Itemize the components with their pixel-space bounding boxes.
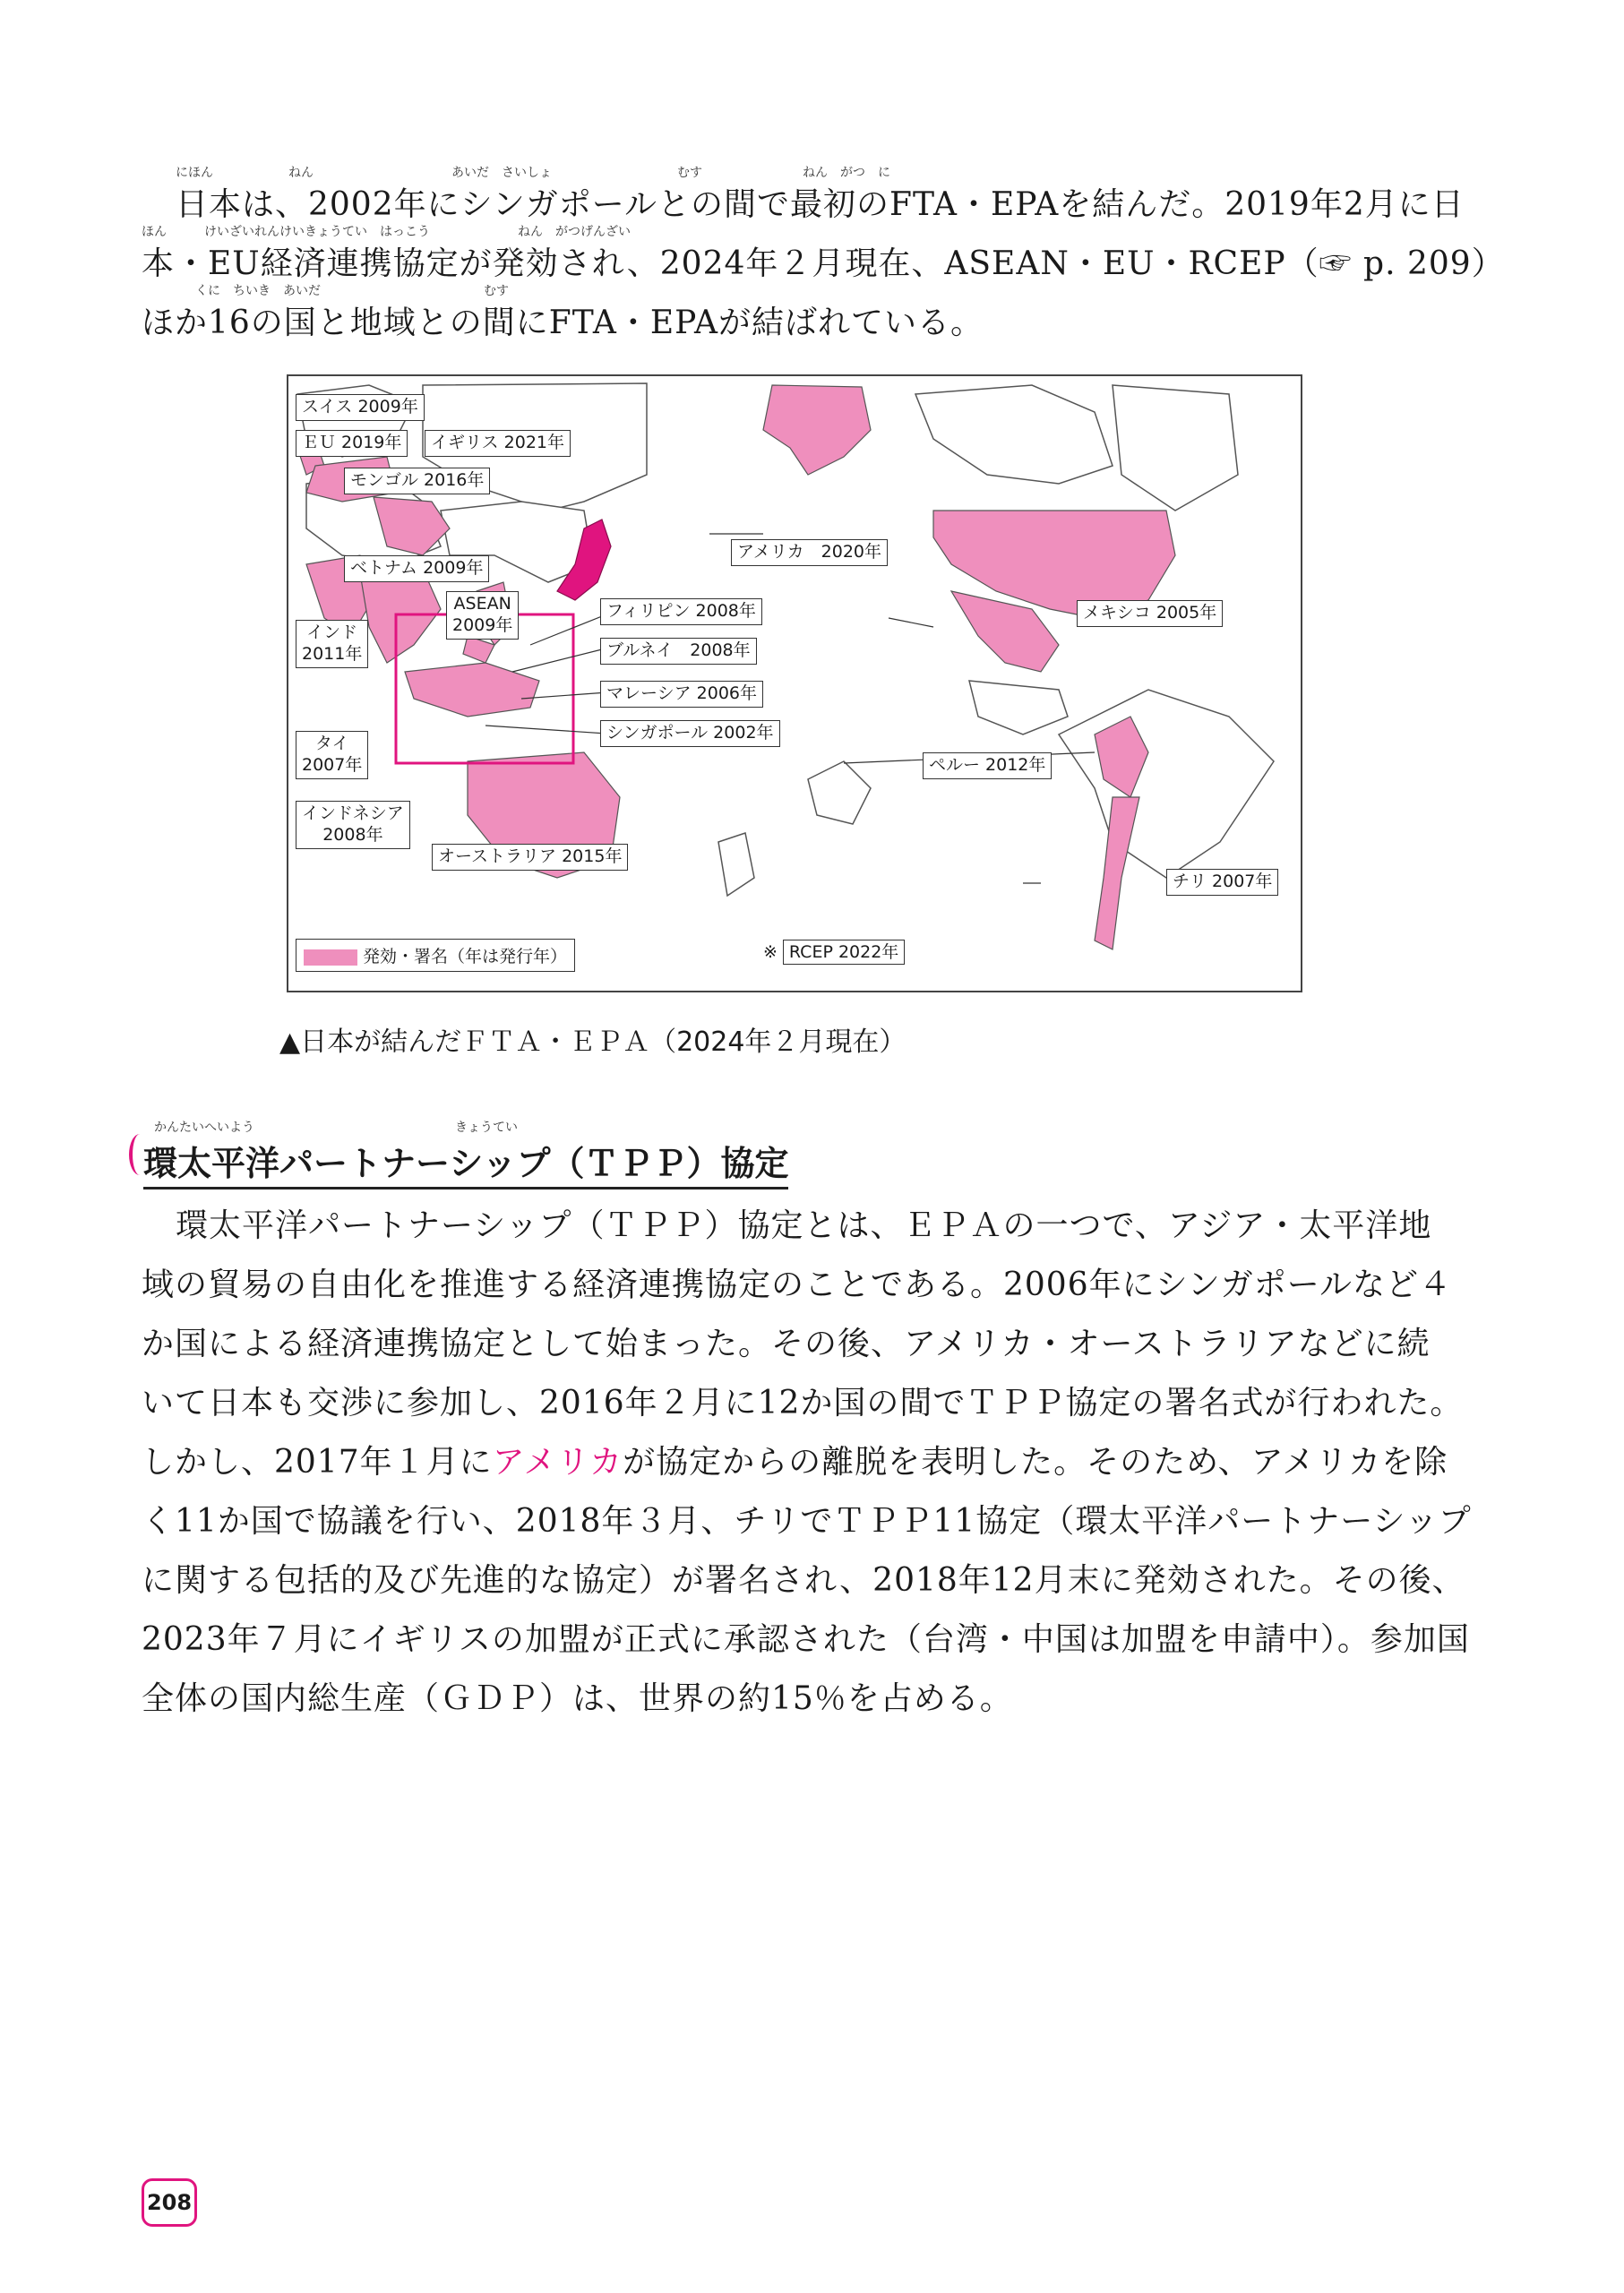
fta-epa-map (287, 374, 1302, 992)
label-brunei: ブルネイ 2008年 (600, 638, 757, 665)
central-america-outline (969, 681, 1068, 734)
intro-line-1: 日本は、2002年にシンガポールとの間で最初のFTA・EPAを結んだ。2019年2月に日 (176, 186, 1465, 223)
tpp-line-6: く11か国で協議を行い、2018年３月、チリでＴＰＰ11協定（環太平洋パートナーシップ (142, 1503, 1472, 1540)
intro-ruby-2: ほん けいざいれんけいきょうてい はっこう ねん がつげんざい (142, 225, 631, 239)
label-india (296, 620, 368, 668)
label-india-line1: インド (306, 623, 358, 642)
intro-ruby-1: にほん ねん あいだ さいしょ むす ねん がつ に (176, 166, 890, 180)
tpp-line-1: 環太平洋パートナーシップ（ＴＰＰ）協定とは、ＥＰＡの一つで、アジア・太平洋地 (176, 1207, 1432, 1244)
pacific-island-outline (808, 761, 871, 824)
map-caption: ▲日本が結んだＦＴＡ・ＥＰＡ（2024年２月現在） (279, 1026, 907, 1058)
legend-swatch (304, 949, 357, 966)
rcep-mark: ※ (763, 942, 778, 962)
canada-outline (915, 385, 1113, 484)
label-asean-line2: 2009年 (452, 614, 513, 635)
new-zealand-outline (718, 833, 754, 896)
intro-line-2: 本・EU経済連携協定が発効され、2024年２月現在、ASEAN・EU・RCEP（☞ p. 209） (142, 245, 1505, 282)
label-uk: イギリス 2021年 (425, 430, 571, 457)
label-thai-line2: 2007年 (302, 754, 363, 775)
chile-shape (1095, 797, 1139, 949)
tpp-line-5b: が協定からの離脱を表明した。そのため、アメリカを除 (623, 1444, 1448, 1481)
intro-ruby-3: くに ちいき あいだ むす (195, 284, 509, 298)
label-thai-line1: タイ (314, 734, 349, 753)
label-swiss: スイス 2009年 (296, 394, 425, 421)
label-vietnam: ベトナム 2009年 (344, 555, 489, 582)
tpp-line-5a: しかし、2017年１月に (142, 1444, 493, 1481)
label-indonesia-line2: 2008年 (322, 824, 383, 845)
page-number: 208 (142, 2178, 197, 2227)
tpp-line-3: か国による経済連携協定として始まった。その後、アメリカ・オーストラリアなどに続 (142, 1326, 1431, 1362)
label-usa: アメリカ 2020年 (731, 539, 888, 566)
label-chile: チリ 2007年 (1166, 869, 1278, 896)
label-singapore: シンガポール 2002年 (600, 720, 780, 747)
label-asean-line1: ASEAN (453, 594, 511, 614)
label-asean (446, 591, 519, 640)
highlight-america: アメリカ (492, 1444, 623, 1481)
label-thai (296, 731, 368, 779)
alaska-shape (763, 385, 871, 475)
tpp-line-8: 2023年７月にイギリスの加盟が正式に承認された（台湾・中国は加盟を申請中）。参加国 (142, 1621, 1470, 1658)
tpp-heading-ruby: かんたいへいよう きょうてい (154, 1121, 518, 1135)
south-america-outline (1059, 690, 1274, 878)
borneo-shape (463, 636, 494, 663)
label-mexico: メキシコ 2005年 (1077, 600, 1223, 627)
tpp-heading: 環太平洋パートナーシップ（ＴＰＰ）協定 (143, 1136, 788, 1189)
label-philippines: フィリピン 2008年 (600, 598, 762, 625)
label-india-line2: 2011年 (302, 643, 363, 664)
label-australia: オーストラリア 2015年 (432, 844, 628, 871)
tpp-line-5 (142, 1437, 1448, 1482)
label-malaysia: マレーシア 2006年 (600, 681, 763, 708)
leader-mexico (889, 618, 933, 627)
label-peru: ペルー 2012年 (923, 752, 1052, 779)
label-mongolia: モンゴル 2016年 (344, 468, 490, 494)
tpp-line-9: 全体の国内総生産（ＧＤＰ）は、世界の約15％を占める。 (142, 1680, 1013, 1717)
indonesia-shape (405, 663, 539, 717)
label-indonesia (296, 801, 410, 849)
label-eu: ＥＵ 2019年 (296, 430, 408, 457)
map-legend (296, 939, 575, 972)
label-rcep: RCEP 2022年 (783, 940, 905, 965)
tpp-line-2: 域の貿易の自由化を推進する経済連携協定のことである。2006年にシンガポールなど４ (142, 1267, 1452, 1303)
intro-line-3: ほか16の国と地域との間にFTA・EPAが結ばれている。 (142, 305, 984, 341)
legend-text: 発効・署名（年は発行年） (363, 947, 568, 966)
tpp-line-7: に関する包括的及び先進的な協定）が署名され、2018年12月末に発効された。その後、 (142, 1562, 1465, 1599)
canada-east-outline (1113, 385, 1238, 511)
tpp-line-4: いて日本も交渉に参加し、2016年２月に12か国の間でＴＰＰ協定の署名式が行われた。 (142, 1385, 1464, 1421)
label-indonesia-line1: インドネシア (302, 803, 404, 823)
rcep-note (763, 942, 905, 964)
